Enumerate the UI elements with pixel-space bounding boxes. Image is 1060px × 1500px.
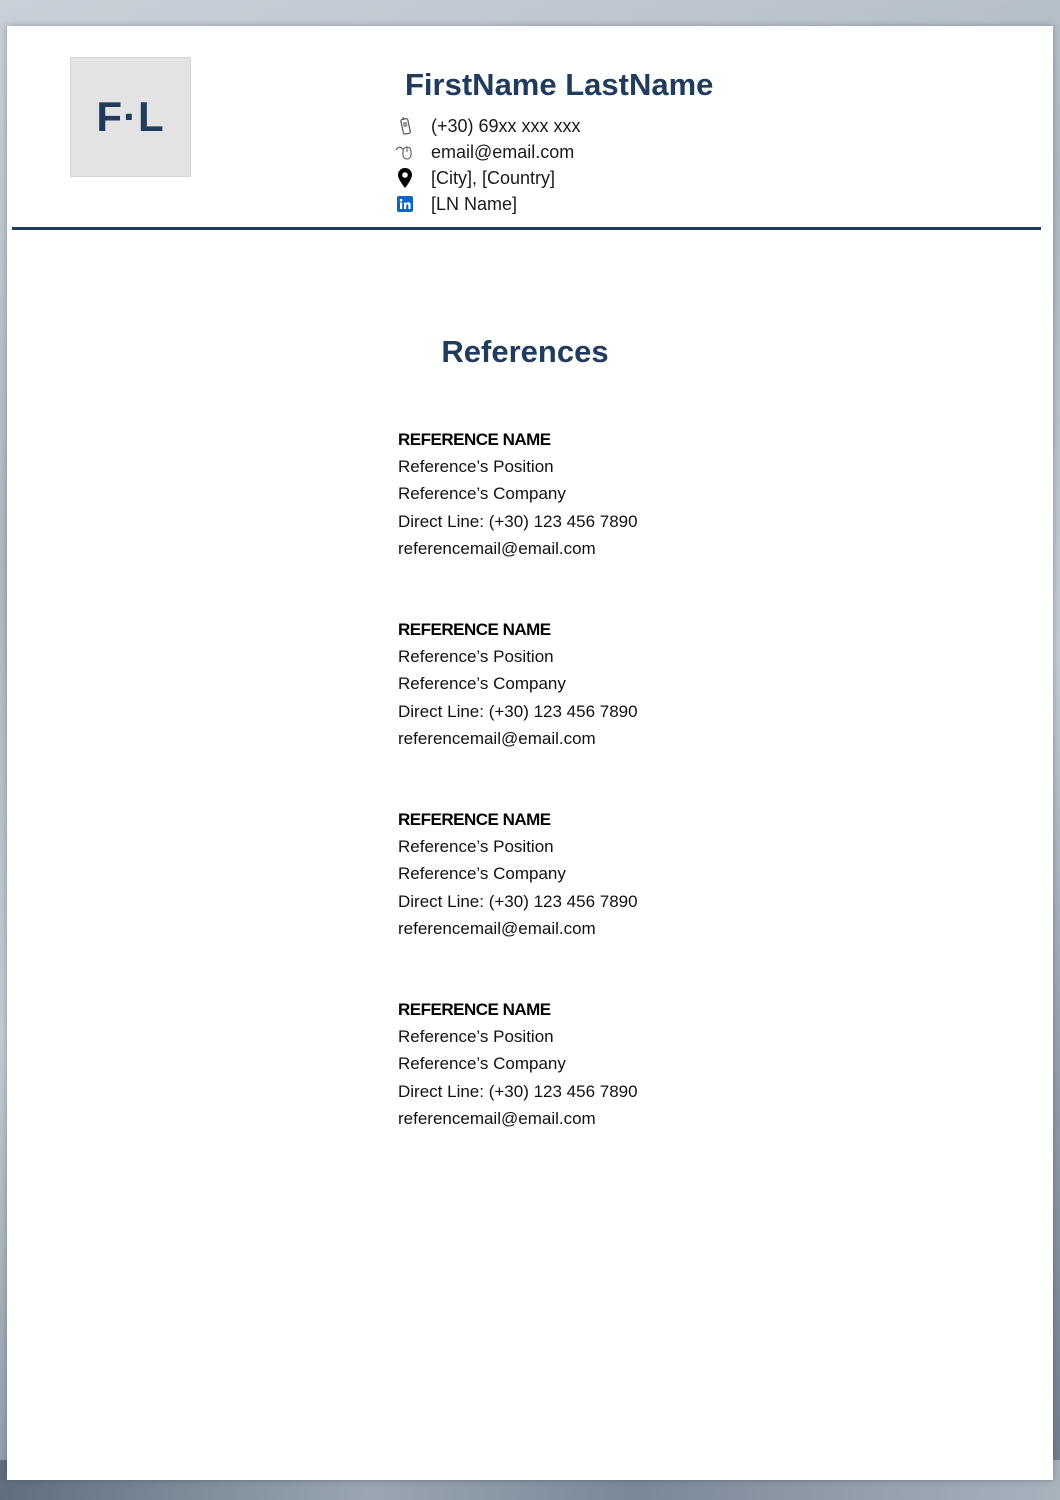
reference-position: Reference’s Position [398,457,554,476]
reference-phone: Direct Line: (+30) 123 456 7890 [398,511,638,531]
reference-entry [398,616,638,806]
reference-position: Reference’s Position [398,1027,554,1046]
location-pin-icon [395,168,415,188]
linkedin-icon [395,194,415,214]
reference-entry [398,806,638,996]
reference-email[interactable]: referencemail@email.com [398,918,596,938]
contact-linkedin[interactable] [395,191,581,217]
reference-email[interactable]: referencemail@email.com [398,728,596,748]
contact-phone-text: (+30) 69xx xxx xxx [431,115,581,136]
mouse-icon [395,142,415,162]
contact-location-text: [City], [Country] [431,167,556,188]
reference-name: REFERENCE NAME [398,810,551,829]
references-list [398,426,638,1186]
monogram-box [70,57,191,177]
reference-position: Reference’s Position [398,647,554,666]
header-divider [12,227,1041,230]
reference-email[interactable]: referencemail@email.com [398,1108,596,1128]
full-name: FirstName LastName [405,67,714,102]
monogram: F·L [96,93,165,140]
contact-linkedin-text: [LN Name] [431,193,518,214]
reference-name: REFERENCE NAME [398,430,551,449]
reference-entry [398,426,638,616]
reference-phone: Direct Line: (+30) 123 456 7890 [398,1081,638,1101]
contact-phone [395,113,581,139]
reference-entry [398,996,638,1186]
contact-email-text: email@email.com [431,141,575,162]
contact-location [395,165,581,191]
reference-company: Reference’s Company [398,1054,566,1074]
reference-position: Reference’s Position [398,837,554,856]
reference-email[interactable]: referencemail@email.com [398,538,596,558]
reference-company: Reference’s Company [398,674,566,694]
resume-page [7,26,1053,1480]
section-title-references: References [441,334,609,369]
mobile-phone-icon [395,116,415,136]
reference-phone: Direct Line: (+30) 123 456 7890 [398,891,638,911]
reference-phone: Direct Line: (+30) 123 456 7890 [398,701,638,721]
contact-list [395,113,581,217]
reference-name: REFERENCE NAME [398,1000,551,1019]
contact-email[interactable] [395,139,581,165]
reference-company: Reference’s Company [398,484,566,504]
reference-name: REFERENCE NAME [398,620,551,639]
reference-company: Reference’s Company [398,864,566,884]
